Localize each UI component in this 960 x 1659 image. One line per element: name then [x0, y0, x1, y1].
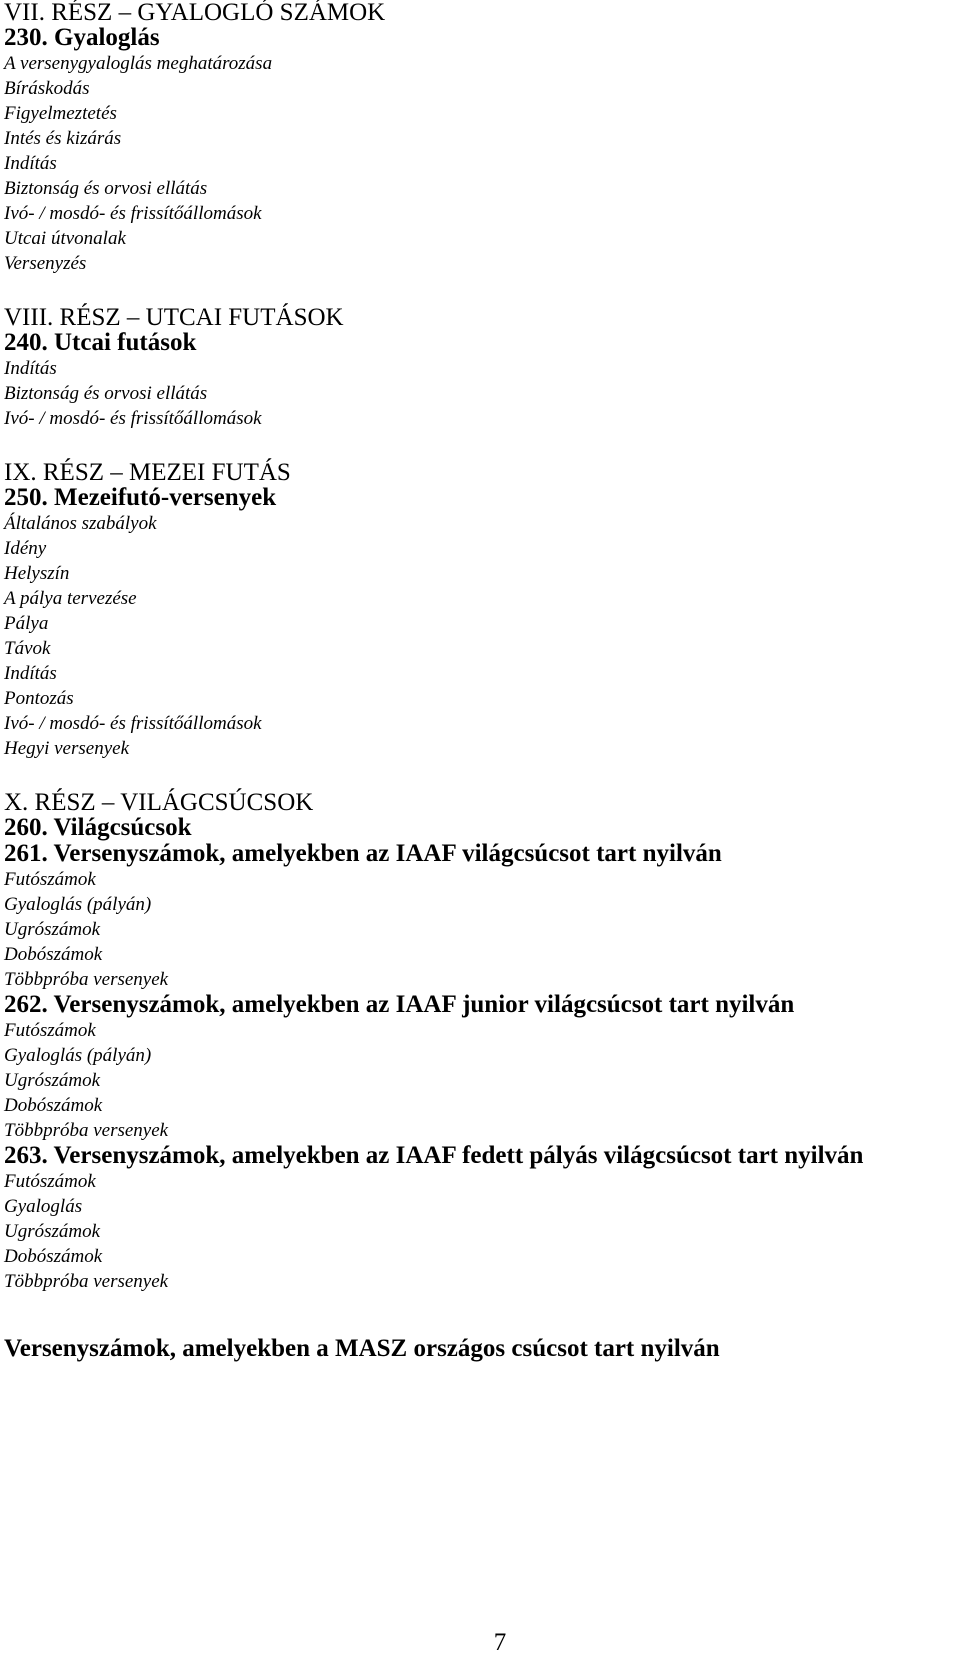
- list-item: A pálya tervezése: [4, 588, 137, 609]
- spacer: [4, 1294, 954, 1336]
- list-item: Intés és kizárás: [4, 128, 122, 149]
- chapter-title: 262. Versenyszámok, amelyekben az IAAF junior világcsúcsot tart nyilván: [4, 991, 795, 1018]
- list-item: Versenyzés: [4, 253, 87, 274]
- list-item: Többpróba versenyek: [4, 1120, 169, 1141]
- list-item: Ugrószámok: [4, 919, 101, 940]
- chapter-title: 250. Mezeifutó-versenyek: [4, 484, 277, 511]
- list-item: Többpróba versenyek: [4, 1271, 169, 1292]
- list-item: Ivó- / mosdó- és frissítőállomások: [4, 408, 262, 429]
- page-number: 7: [493, 1629, 507, 1656]
- list-item: Távok: [4, 638, 51, 659]
- list-item: Gyaloglás (pályán): [4, 1045, 152, 1066]
- list-item: Bíráskodás: [4, 78, 90, 99]
- list-item: Indítás: [4, 358, 57, 379]
- part-vii: [4, 0, 954, 276]
- list-item: Biztonság és orvosi ellátás: [4, 178, 208, 199]
- document-page: [4, 0, 954, 1362]
- list-item: Indítás: [4, 153, 57, 174]
- chapter-title: 261. Versenyszámok, amelyekben az IAAF világcsúcsot tart nyilván: [4, 840, 722, 867]
- list-item: Helyszín: [4, 563, 70, 584]
- list-item: Futószámok: [4, 1020, 96, 1041]
- part-viii: [4, 305, 954, 431]
- list-item: A versenygyaloglás meghatározása: [4, 53, 273, 74]
- list-item: Pálya: [4, 613, 49, 634]
- list-item: Pontozás: [4, 688, 74, 709]
- list-item: Ugrószámok: [4, 1070, 101, 1091]
- list-item: Többpróba versenyek: [4, 969, 169, 990]
- chapter-title: 260. Világcsúcsok: [4, 814, 192, 841]
- list-item: Futószámok: [4, 1171, 96, 1192]
- list-item: Futószámok: [4, 869, 96, 890]
- list-item: Gyaloglás: [4, 1196, 83, 1217]
- part-ix: [4, 460, 954, 761]
- spacer: [4, 431, 954, 460]
- part-title: X. RÉSZ – VILÁGCSÚCSOK: [4, 789, 314, 816]
- list-item: Dobószámok: [4, 1246, 103, 1267]
- list-item: Figyelmeztetés: [4, 103, 117, 124]
- masz-records-heading: Versenyszámok, amelyekben a MASZ országos csúcsot tart nyilván: [4, 1335, 720, 1362]
- list-item: Ivó- / mosdó- és frissítőállomások: [4, 203, 262, 224]
- part-x: [4, 790, 954, 1294]
- part-title: VII. RÉSZ – GYALOGLÓ SZÁMOK: [4, 0, 386, 26]
- part-title: IX. RÉSZ – MEZEI FUTÁS: [4, 459, 291, 486]
- list-item: Biztonság és orvosi ellátás: [4, 383, 208, 404]
- list-item: Indítás: [4, 663, 57, 684]
- spacer: [4, 761, 954, 790]
- list-item: Ivó- / mosdó- és frissítőállomások: [4, 713, 262, 734]
- list-item: Ugrószámok: [4, 1221, 101, 1242]
- list-item: Dobószámok: [4, 1095, 103, 1116]
- part-title: VIII. RÉSZ – UTCAI FUTÁSOK: [4, 304, 344, 331]
- list-item: Utcai útvonalak: [4, 228, 126, 249]
- chapter-title: 230. Gyaloglás: [4, 24, 160, 51]
- list-item: Idény: [4, 538, 47, 559]
- list-item: Hegyi versenyek: [4, 738, 130, 759]
- list-item: Dobószámok: [4, 944, 103, 965]
- spacer: [4, 276, 954, 305]
- chapter-title: 263. Versenyszámok, amelyekben az IAAF fedett pályás világcsúcsot tart nyilván: [4, 1142, 864, 1169]
- list-item: Gyaloglás (pályán): [4, 894, 152, 915]
- list-item: Általános szabályok: [4, 513, 157, 534]
- chapter-title: 240. Utcai futások: [4, 329, 197, 356]
